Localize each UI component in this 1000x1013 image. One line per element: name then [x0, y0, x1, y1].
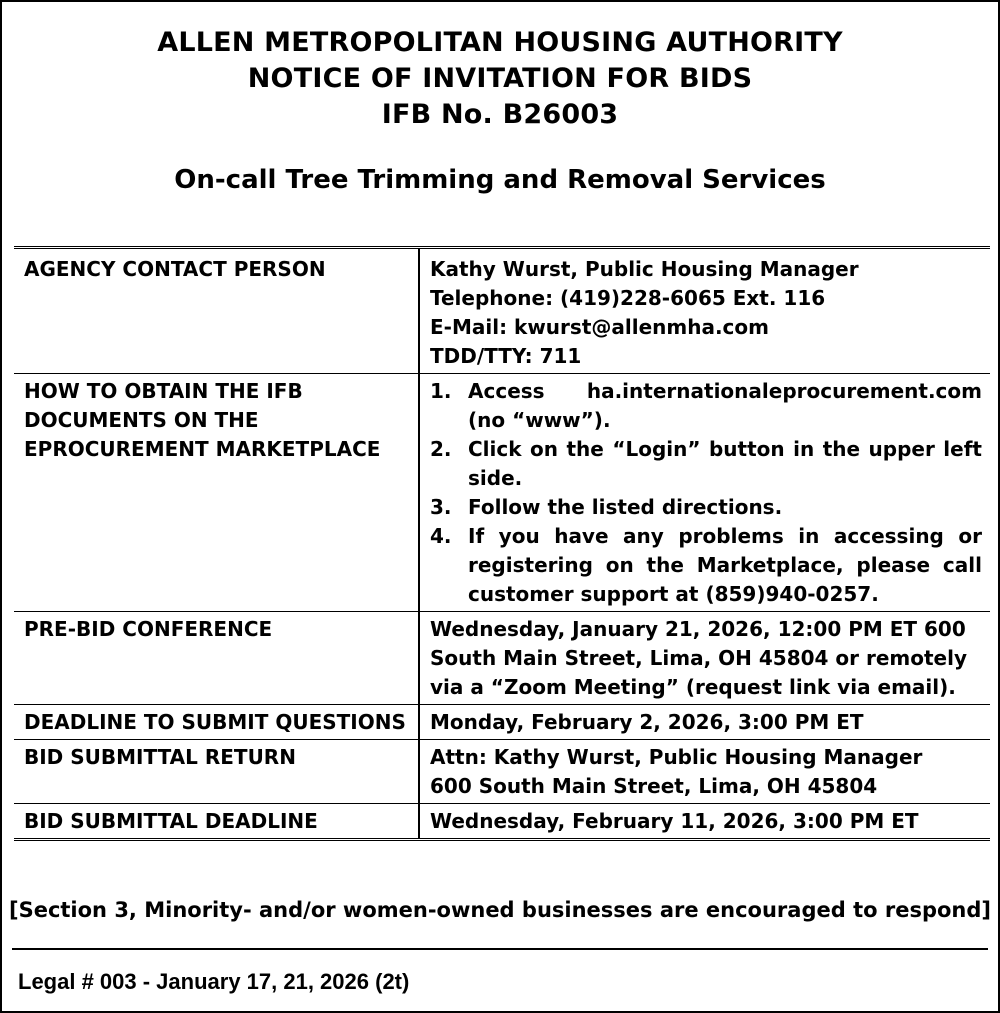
row-label-contact: AGENCY CONTACT PERSON	[14, 248, 419, 374]
notice-header	[2, 2, 998, 197]
contact-name: Kathy Wurst, Public Housing Manager	[430, 257, 859, 281]
table-row	[14, 374, 990, 612]
agency-name: ALLEN METROPOLITAN HOUSING AUTHORITY	[157, 27, 843, 58]
step-number: 2.	[430, 437, 452, 461]
table-row	[14, 740, 990, 804]
step-text: Follow the listed directions.	[468, 495, 783, 519]
row-value-obtain	[419, 374, 990, 612]
row-value-return	[419, 740, 990, 804]
row-label-deadline: BID SUBMITTAL DEADLINE	[14, 804, 419, 840]
ifb-number: IFB No. B26003	[381, 99, 619, 130]
legal-number: Legal # 003 - January 17, 21, 2026 (2t)	[18, 969, 410, 994]
contact-email: E-Mail: kwurst@allenmha.com	[430, 315, 769, 339]
bid-info-table	[14, 246, 990, 841]
table-row	[14, 248, 990, 374]
obtain-steps-list	[430, 377, 982, 609]
row-value-deadline: Wednesday, February 11, 2026, 3:00 PM ET	[419, 804, 990, 840]
row-label-return: BID SUBMITTAL RETURN	[14, 740, 419, 804]
section-3-note: [Section 3, Minority- and/or women-owned businesses are encouraged to respond]	[8, 898, 991, 922]
step-text: Access ha.internationaleprocurement.com (no “www”).	[468, 379, 982, 432]
row-label-obtain: HOW TO OBTAIN THE IFB DOCUMENTS ON THE EPROCUREMENT MARKETPLACE	[14, 374, 419, 612]
list-item	[430, 377, 982, 435]
step-number: 4.	[430, 524, 452, 548]
table-row	[14, 804, 990, 840]
step-number: 1.	[430, 379, 452, 403]
divider	[12, 948, 988, 950]
row-label-prebid: PRE-BID CONFERENCE	[14, 612, 419, 705]
contact-tdd: TDD/TTY: 711	[430, 344, 582, 368]
return-address: 600 South Main Street, Lima, OH 45804	[430, 774, 878, 798]
list-item	[430, 522, 982, 609]
step-number: 3.	[430, 495, 452, 519]
notice-title: NOTICE OF INVITATION FOR BIDS	[247, 63, 753, 94]
step-text: If you have any problems in accessing or registering on the Marketplace, please call customer support at (859)940-0257.	[468, 524, 982, 606]
row-value-prebid: Wednesday, January 21, 2026, 12:00 PM ET 600 South Main Street, Lima, OH 45804 or remotely via a “Zoom Meeting” (request link via email).	[419, 612, 990, 705]
return-attn: Attn: Kathy Wurst, Public Housing Manager	[430, 745, 923, 769]
row-label-questions: DEADLINE TO SUBMIT QUESTIONS	[14, 705, 419, 740]
list-item	[430, 493, 982, 522]
contact-telephone: Telephone: (419)228-6065 Ext. 116	[430, 286, 826, 310]
list-item	[430, 435, 982, 493]
table-row	[14, 705, 990, 740]
project-title: On-call Tree Trimming and Removal Services	[174, 165, 826, 195]
row-value-questions: Monday, February 2, 2026, 3:00 PM ET	[419, 705, 990, 740]
row-value-contact	[419, 248, 990, 374]
step-text: Click on the “Login” button in the upper left side.	[468, 437, 982, 490]
table-row	[14, 612, 990, 705]
